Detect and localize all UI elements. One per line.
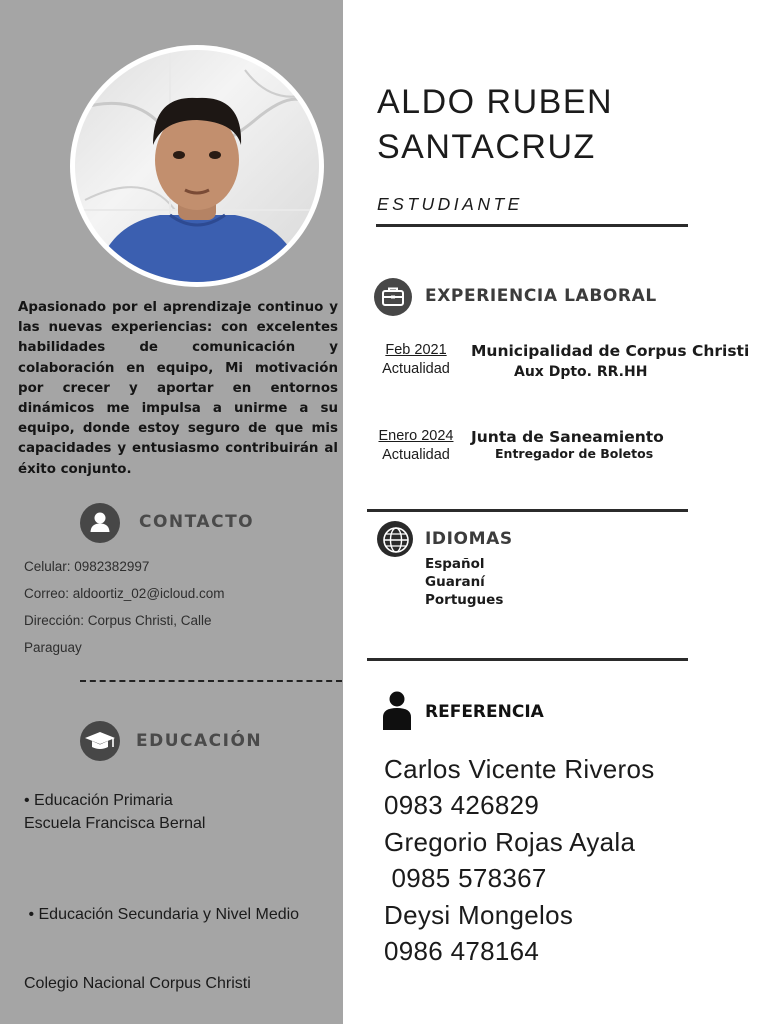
reference-phone: 0985 578367	[384, 863, 547, 893]
person-icon	[80, 503, 120, 543]
name-line-1: ALDO RUBEN	[377, 83, 614, 121]
reference-name: Carlos Vicente Riveros	[384, 754, 655, 784]
language-item: Guaraní	[425, 574, 485, 590]
briefcase-icon	[374, 278, 412, 316]
contact-address-line2: Paraguay	[24, 640, 82, 655]
contact-phone: Celular: 0982382997	[24, 559, 150, 574]
job-position: Aux Dpto. RR.HH	[514, 364, 648, 380]
profile-photo	[70, 45, 324, 287]
job-position: Entregador de Boletos	[495, 446, 654, 461]
education-level: • Educación Secundaria y Nivel Medio	[24, 906, 300, 923]
contact-title: CONTACTO	[139, 512, 255, 532]
full-name	[377, 80, 613, 170]
languages-title: IDIOMAS	[425, 529, 513, 549]
contact-email: Correo: aldoortiz_02@icloud.com	[24, 586, 225, 601]
contact-address-line1: Dirección: Corpus Christi, Calle	[24, 613, 212, 628]
education-level: • Educación Primaria	[24, 792, 173, 809]
person-icon	[382, 690, 412, 730]
reference-phone: 0983 426829	[384, 790, 540, 820]
job-end: Actualidad	[382, 361, 450, 377]
divider	[367, 509, 688, 512]
graduation-cap-icon	[80, 721, 120, 761]
language-item: Español	[425, 556, 485, 572]
reference-name: Deysi Mongelos	[384, 900, 574, 930]
reference-name: Gregorio Rojas Ayala	[384, 827, 636, 857]
dashed-divider	[80, 680, 342, 682]
job-dates	[372, 342, 460, 377]
education-item	[24, 857, 299, 1018]
education-school: Escuela Francisca Bernal	[24, 815, 206, 832]
job-start: Feb 2021	[385, 342, 447, 358]
divider	[376, 224, 688, 227]
about-summary: Apasionado por el aprendizaje continuo y las nuevas experiencias: con excelentes habilidades de comunicación y colaboración en equipo, Mi motivación por crecer y aportar en entornos dinámicos me impulsa a unirme a su equipo, donde estoy seguro de que mis capacidades y entusiasmo contribuirán al éxito conjunto.	[18, 300, 338, 477]
job-start: Enero 2024	[378, 428, 454, 444]
job-end: Actualidad	[382, 447, 450, 463]
person-photo-illustration	[75, 50, 319, 282]
name-line-2: SANTACRUZ	[377, 128, 596, 166]
education-item	[24, 789, 205, 835]
education-school: Colegio Nacional Corpus Christi	[24, 975, 251, 992]
job-company: Municipalidad de Corpus Christi	[471, 342, 750, 360]
job-role: ESTUDIANTE	[377, 194, 523, 214]
globe-icon	[377, 521, 413, 557]
job-company: Junta de Saneamiento	[471, 428, 664, 446]
education-title: EDUCACIÓN	[136, 731, 263, 751]
language-item: Portugues	[425, 592, 504, 608]
reference-phone: 0986 478164	[384, 936, 540, 966]
job-dates	[372, 428, 460, 463]
references-title: REFERENCIA	[425, 702, 544, 722]
divider	[367, 658, 688, 661]
experience-title: EXPERIENCIA LABORAL	[425, 286, 657, 306]
